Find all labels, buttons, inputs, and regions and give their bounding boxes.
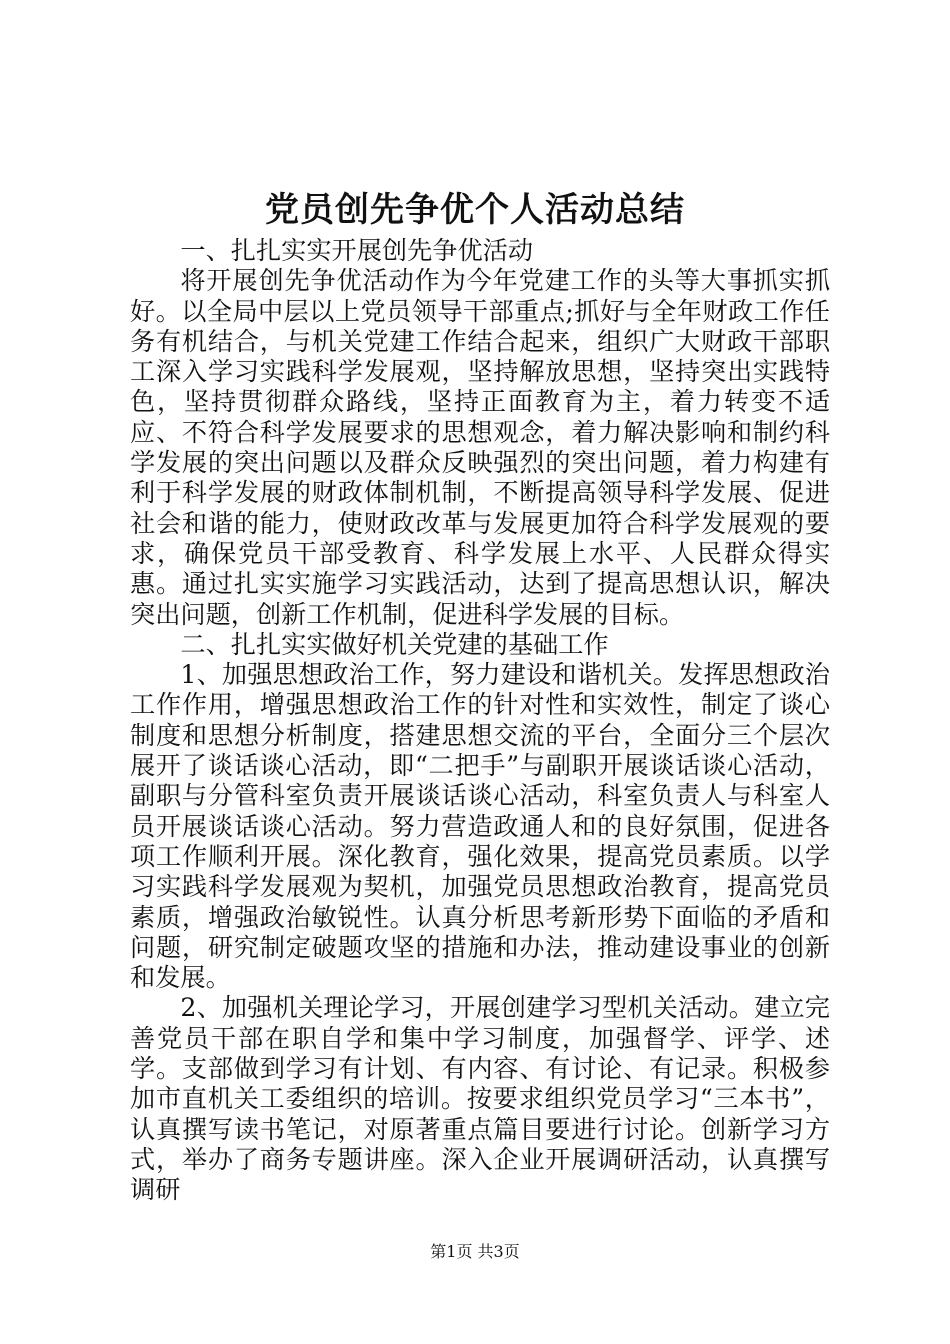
section-heading-1: 一、扎扎实实开展创先争优活动 [180,236,534,265]
section-heading-2: 二、扎扎实实做好机关党建的基础工作 [180,629,609,659]
paragraph: 2、加强机关理论学习，开展创建学习型机关活动。建立完善党员干部在职自学和集中学习制度，加强督学、评学、述学。支部做到学习有计划、有内容、有讨论、有记录。积极参加市直机关工委组织的培训。按要求组织党员学习“三本书”，认真撰写读书笔记，对原著重点篇目要进行讨论。创新学习方式，举办了商务专题讲座。深入企业开展调研活动，认真撰写调研 [130,993,830,1205]
paragraph: 1、加强思想政治工作，努力建设和谐机关。发挥思想政治工作作用，增强思想政治工作的针对性和实效性，制定了谈心制度和思想分析制度，搭建思想交流的平台，全面分三个层次展开了谈话谈心活动，即“二把手”与副职开展谈话谈心活动，副职与分管科室负责开展谈话谈心活动，科室负责人与科室人员开展谈话谈心活动。努力营造政通人和的良好氛围，促进各项工作顺利开展。深化教育，强化效果，提高党员素质。以学习实践科学发展观为契机，加强党员思想政治教育，提高党员素质，增强政治敏锐性。认真分析思考新形势下面临的矛盾和问题，研究制定破题攻坚的措施和办法，推动建设事业的创新和发展。 [130,660,830,993]
paragraph: 将开展创先争优活动作为今年党建工作的头等大事抓实抓好。以全局中层以上党员领导干部重点;抓好与全年财政工作任务有机结合，与机关党建工作结合起来，组织广大财政干部职工深入学习实践科学发展观，坚持解放思想，坚持突出实践特色，坚持贯彻群众路线，坚持正面教育为主，着力转变不适应、不符合科学发展要求的思想观念，着力解决影响和制约科学发展的突出问题以及群众反映强烈的突出问题，着力构建有利于科学发展的财政体制机制，不断提高领导科学发展、促进社会和谐的能力，使财政改革与发展更加符合科学发展观的要求，确保党员干部受教育、科学发展上水平、人民群众得实惠。通过扎实实施学习实践活动，达到了提高思想认识，解决突出问题，创新工作机制，促进科学发展的目标。 [130,266,830,629]
document-body [130,236,830,1206]
document-title: 党员创先争优个人活动总结 [265,190,685,230]
page-footer: 第1页 共3页 [430,1242,520,1261]
